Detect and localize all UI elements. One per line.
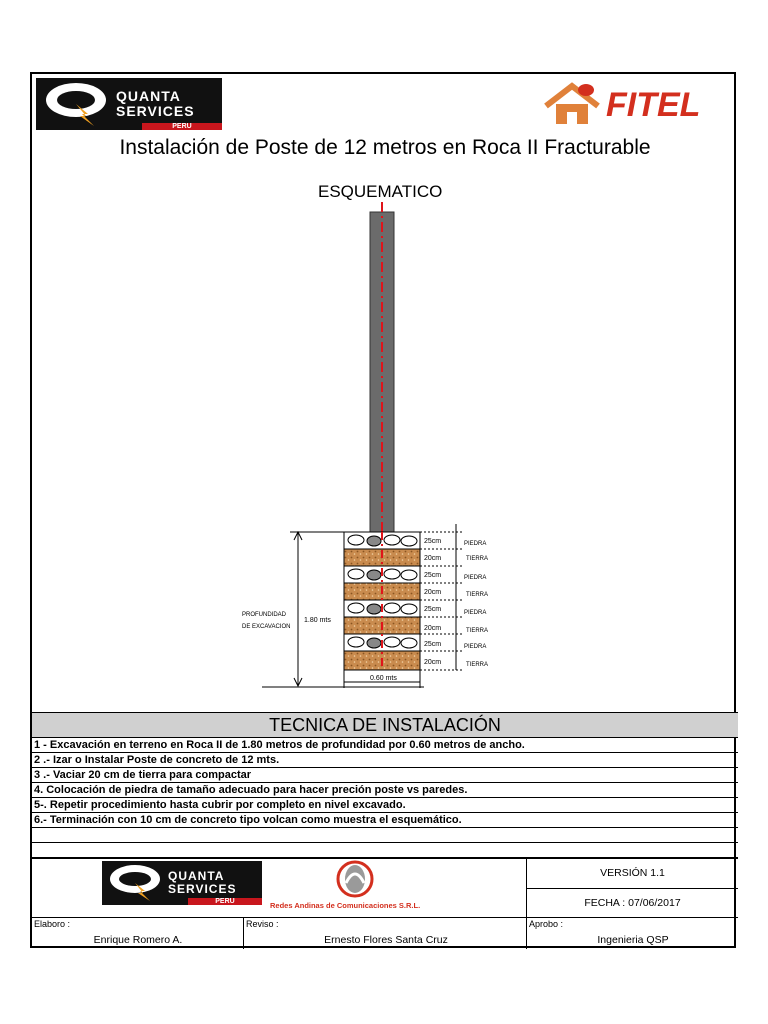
layer-material-label: PIEDRA [464,610,487,616]
layer-dim-label: 20cm [424,659,442,666]
footer-block [32,858,738,949]
elaboro-value: Enrique Romero A. [93,934,183,946]
aprobo-value: Ingenieria QSP [597,934,669,946]
width-value: 0.60 mts [370,675,397,682]
schematic-label: ESQUEMATICO [318,182,443,201]
technique-step-5: 5-. Repetir procedimiento hasta cubrir por completo en nivel excavado. [32,798,738,813]
layer-dim-label: 25cm [424,572,442,579]
quanta-q-emblem-icon [36,78,116,130]
layer-dim-label: 20cm [424,555,442,562]
technique-step-6: 6.- Terminación con 10 cm de concreto tipo volcan como muestra el esquemático. [32,813,738,828]
fitel-house-dish-icon [542,80,604,128]
technique-step-3: 3 .- Vaciar 20 cm de tierra para compactar [32,768,738,783]
footer-quanta-line2: SERVICES [168,882,237,896]
technique-blank-row [32,843,738,858]
fitel-logo-text: FITEL [606,86,701,124]
quanta-logo-line2: SERVICES [116,103,195,119]
layer-material-label: TIERRA [466,662,489,668]
layer-material-label: TIERRA [466,628,489,634]
reviso-cell [243,917,527,949]
layer-dim-label: 25cm [424,606,442,613]
fitel-logo [542,80,722,130]
installation-schematic [32,202,738,692]
version-value: VERSIÓN 1.1 [600,867,665,879]
elaboro-label: Elaboro : [34,919,71,929]
technique-step-2: 2 .- Izar o Instalar Poste de concreto de 12 mts. [32,753,738,768]
footer-quanta-logo [102,861,262,905]
technique-blank-row [32,828,738,843]
layer-material-label: PIEDRA [464,644,487,650]
aprobo-cell [526,917,738,949]
layer-dim-label: 20cm [424,625,442,632]
layer-dim-label: 25cm [424,641,442,648]
version-cell [526,859,738,889]
reviso-label: Reviso : [246,919,279,929]
redes-andinas-emblem-icon [332,859,378,899]
depth-label-line1: PROFUNDIDAD [242,612,287,618]
layer-material-label: PIEDRA [464,541,487,547]
footer-quanta-line1: QUANTA [168,869,225,884]
layer-dim-label: 20cm [424,589,442,596]
redes-andinas-logo-text: Redes Andinas de Comunicaciones S.R.L. [270,901,421,910]
layer-material-label: TIERRA [466,592,489,598]
depth-label-line2: DE EXCAVACION [242,624,291,630]
document-sheet [30,72,736,948]
quanta-logo-line1: QUANTA [116,88,181,105]
depth-value: 1.80 mts [304,617,331,624]
page-title: Instalación de Poste de 12 metros en Roca II Fracturable [119,136,651,159]
layer-material-label: TIERRA [466,556,489,562]
footer-quanta-country: PERU [188,898,262,905]
technique-step-1: 1 - Excavación en terreno en Roca II de 1.80 metros de profundidad por 0.60 metros de ancho. [32,738,738,753]
layer-dim-label: 25cm [424,538,442,545]
quanta-q-emblem-icon [102,861,168,905]
elaboro-cell [32,917,244,949]
technique-title: TECNICA DE INSTALACIÓN [32,712,738,738]
quanta-logo-country: PERU [142,123,222,130]
layer-material-label: PIEDRA [464,575,487,581]
aprobo-label: Aprobo : [529,919,564,929]
technique-step-4: 4. Colocación de piedra de tamaño adecuado para hacer preción poste vs paredes. [32,783,738,798]
quanta-services-logo [36,78,222,130]
date-cell [526,888,738,918]
reviso-value: Ernesto Flores Santa Cruz [324,934,448,946]
date-value: FECHA : 07/06/2017 [584,897,681,909]
